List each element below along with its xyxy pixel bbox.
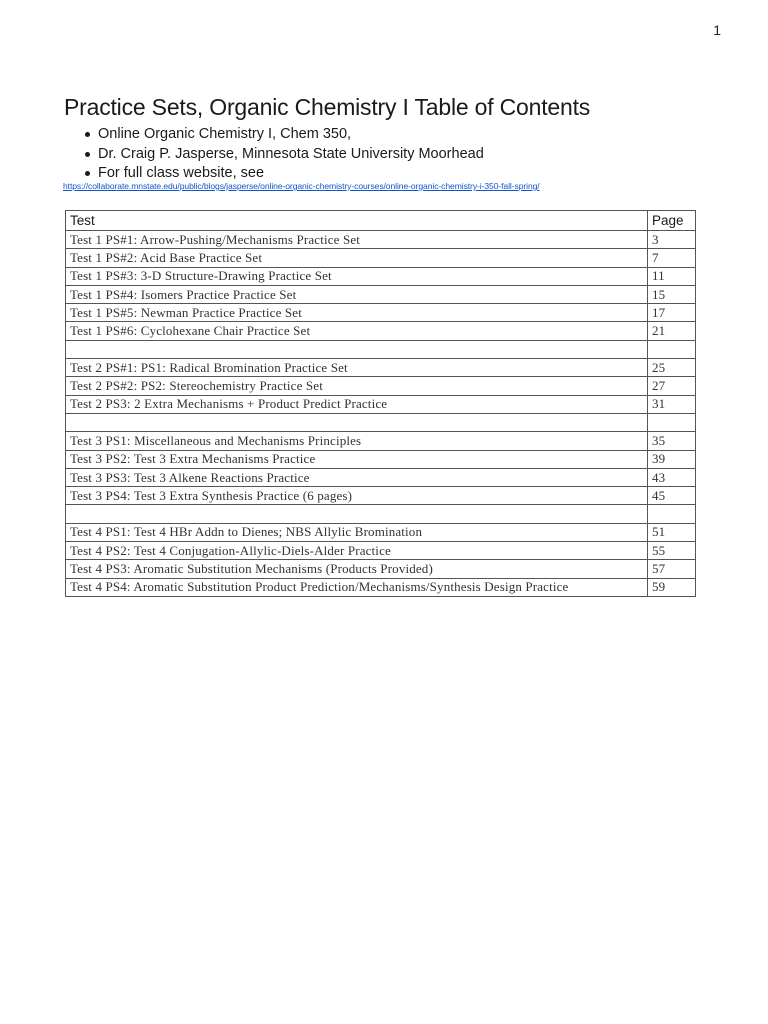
row-page: 39 (648, 450, 696, 468)
table-of-contents (65, 210, 696, 597)
row-title: Test 1 PS#5: Newman Practice Practice Set (66, 304, 648, 322)
row-title: Test 3 PS1: Miscellaneous and Mechanisms Principles (66, 432, 648, 450)
table-row (66, 231, 696, 249)
class-website-link[interactable]: https://collaborate.mnstate.edu/public/blogs/jasperse/online-organic-chemistry-courses/online-organic-chemistry-i-350-fall-spring/ (63, 181, 540, 191)
row-title (66, 505, 648, 523)
row-title: Test 3 PS4: Test 3 Extra Synthesis Practice (6 pages) (66, 487, 648, 505)
spacer-row (66, 340, 696, 358)
row-page: 25 (648, 359, 696, 377)
row-title (66, 340, 648, 358)
row-title: Test 3 PS2: Test 3 Extra Mechanisms Practice (66, 450, 648, 468)
row-title (66, 413, 648, 431)
row-title: Test 1 PS#1: Arrow-Pushing/Mechanisms Practice Set (66, 231, 648, 249)
row-title: Test 1 PS#4: Isomers Practice Practice Set (66, 285, 648, 303)
row-page: 57 (648, 560, 696, 578)
info-bullet-list (84, 125, 484, 184)
row-page: 11 (648, 267, 696, 285)
row-page: 59 (648, 578, 696, 596)
row-page: 35 (648, 432, 696, 450)
row-page: 43 (648, 468, 696, 486)
row-page: 3 (648, 231, 696, 249)
row-page: 31 (648, 395, 696, 413)
page-number: 1 (713, 22, 721, 38)
table-row (66, 304, 696, 322)
row-page (648, 413, 696, 431)
row-page (648, 505, 696, 523)
table-row (66, 468, 696, 486)
table-row (66, 359, 696, 377)
row-page: 7 (648, 249, 696, 267)
table-row (66, 523, 696, 541)
table-row (66, 542, 696, 560)
table-row (66, 267, 696, 285)
row-page (648, 340, 696, 358)
table-row (66, 395, 696, 413)
row-title: Test 1 PS#3: 3-D Structure-Drawing Practice Set (66, 267, 648, 285)
table-row (66, 377, 696, 395)
row-page: 45 (648, 487, 696, 505)
table-row (66, 450, 696, 468)
row-page: 51 (648, 523, 696, 541)
bullet-course: Online Organic Chemistry I, Chem 350, (84, 125, 484, 145)
row-title: Test 4 PS3: Aromatic Substitution Mechanisms (Products Provided) (66, 560, 648, 578)
table-row (66, 560, 696, 578)
table-row (66, 432, 696, 450)
row-title: Test 3 PS3: Test 3 Alkene Reactions Practice (66, 468, 648, 486)
row-title: Test 2 PS#1: PS1: Radical Bromination Practice Set (66, 359, 648, 377)
row-title: Test 4 PS4: Aromatic Substitution Product Prediction/Mechanisms/Synthesis Design Practice (66, 578, 648, 596)
table-row (66, 285, 696, 303)
row-page: 15 (648, 285, 696, 303)
spacer-row (66, 505, 696, 523)
row-title: Test 2 PS3: 2 Extra Mechanisms + Product Predict Practice (66, 395, 648, 413)
row-title: Test 1 PS#2: Acid Base Practice Set (66, 249, 648, 267)
row-title: Test 4 PS2: Test 4 Conjugation-Allylic-Diels-Alder Practice (66, 542, 648, 560)
page-title: Practice Sets, Organic Chemistry I Table of Contents (64, 94, 591, 120)
header-page: Page (648, 211, 696, 231)
bullet-instructor: Dr. Craig P. Jasperse, Minnesota State University Moorhead (84, 145, 484, 165)
row-title: Test 2 PS#2: PS2: Stereochemistry Practice Set (66, 377, 648, 395)
spacer-row (66, 413, 696, 431)
bullet-website: For full class website, see (84, 164, 484, 184)
table-row (66, 322, 696, 340)
row-page: 21 (648, 322, 696, 340)
row-page: 55 (648, 542, 696, 560)
table-header-row (66, 211, 696, 231)
row-page: 17 (648, 304, 696, 322)
row-page: 27 (648, 377, 696, 395)
header-test: Test (66, 211, 648, 231)
table-row (66, 249, 696, 267)
table-row (66, 487, 696, 505)
table-row (66, 578, 696, 596)
row-title: Test 4 PS1: Test 4 HBr Addn to Dienes; NBS Allylic Bromination (66, 523, 648, 541)
row-title: Test 1 PS#6: Cyclohexane Chair Practice Set (66, 322, 648, 340)
